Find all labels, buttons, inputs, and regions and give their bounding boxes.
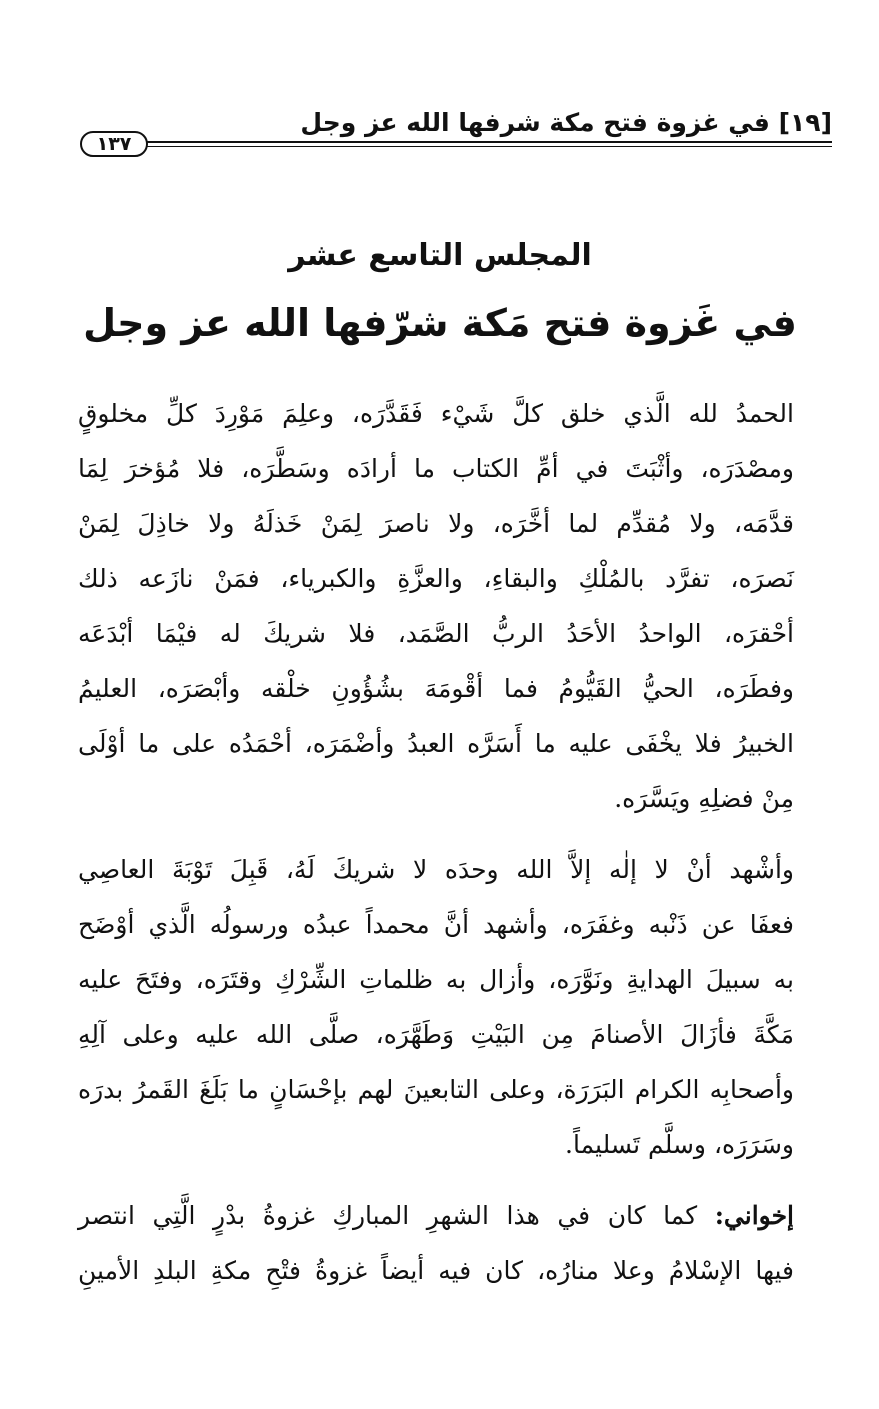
header-rule (140, 141, 832, 143)
text-line: به سبيلَ الهدايةِ ونَوَّرَه، وأزال به ظلماتِ الشِّرْكِ وقتَرَه، وفتَحَ عليه (78, 965, 794, 994)
text-line: مِنْ فضلِهِ ويَسَّرَه. (614, 784, 794, 813)
text-line-rest: كما كان في هذا الشهرِ المباركِ غزوةُ بدْرٍ الَّتِي انتصر (78, 1201, 715, 1230)
paragraph (78, 386, 794, 826)
paragraph-lead: إخواني: (714, 1201, 794, 1230)
text-line: وفطَرَه، الحيُّ القَيُّومُ فما أقْومَهَ بشُؤُونِ خلْقه وأبْصَرَه، العليمُ (78, 674, 794, 703)
text-line (78, 1188, 794, 1243)
text-line: مَكَّةَ فأزَالَ الأصنامَ مِن البَيْتِ وَطَهَّرَه، صلَّى الله عليه وعلى آلِهِ (78, 1020, 794, 1049)
text-line: وأصحابِه الكرام البَرَرَة، وعلى التابعينَ لهم بإحْسَانٍ ما بَلَغَ القَمرُ بدرَه (78, 1075, 794, 1104)
text-line: نَصرَه، تفرَّد بالمُلْكِ والبقاءِ، والعزَّةِ والكبرياء، فمَنْ نازَعه ذلك (78, 564, 794, 593)
text-line: الحمدُ لله الَّذي خلق كلَّ شَيْء فَقَدَّرَه، وعلِمَ مَوْرِدَ كلِّ مخلوقٍ (78, 399, 794, 428)
text-line: وأشْهد أنْ لا إلٰه إلاَّ الله وحدَه لا شريكَ لَهُ، قَبِلَ تَوْبَةَ العاصِي (78, 855, 794, 884)
running-title: [١٩] في غزوة فتح مكة شرفها الله عز وجل (300, 108, 832, 137)
text-line: قدَّمَه، ولا مُقدِّم لما أخَّرَه، ولا ناصرَ لِمَنْ خَذلَهُ ولا خاذِلَ لِمَنْ (78, 509, 794, 538)
text-line: فعفَا عن ذَنْبه وغفَرَه، وأشهد أنَّ محمداً عبدُه ورسولُه الَّذي أوْضَح (78, 910, 794, 939)
text-line: ومصْدَرَه، وأثْبَتَ في أمِّ الكتاب ما أرادَه وسَطَّرَه، فلا مُؤخرَ لِمَا (78, 454, 794, 483)
text-line: فيها الإسْلامُ وعلا منارُه، كان فيه أيضاً غزوةُ فتْحِ مكةِ البلدِ الأمينِ (78, 1256, 795, 1285)
body-text (78, 386, 794, 1314)
chapter-number: المجلس التاسع عشر (288, 238, 592, 273)
text-line: الخبيرُ فلا يخْفَى عليه ما أَسَرَّه العبدُ وأضْمَرَه، أحْمَدُه على ما أوْلَى (78, 729, 794, 758)
running-header (80, 108, 832, 158)
header-rule-thin (140, 146, 832, 147)
page-number: ١٣٧ (80, 131, 148, 157)
chapter-title: في غَزوة فتح مَكة شرّفها الله عز وجل (83, 301, 797, 345)
text-line: وسَرَرَه، وسلَّم تَسليماً. (565, 1130, 794, 1159)
text-line: أحْقرَه، الواحدُ الأحَدُ الربُّ الصَّمَد، فلا شريكَ له فيْمَا أبْدَعَه (78, 619, 794, 648)
paragraph (78, 1188, 794, 1298)
paragraph (78, 842, 794, 1172)
